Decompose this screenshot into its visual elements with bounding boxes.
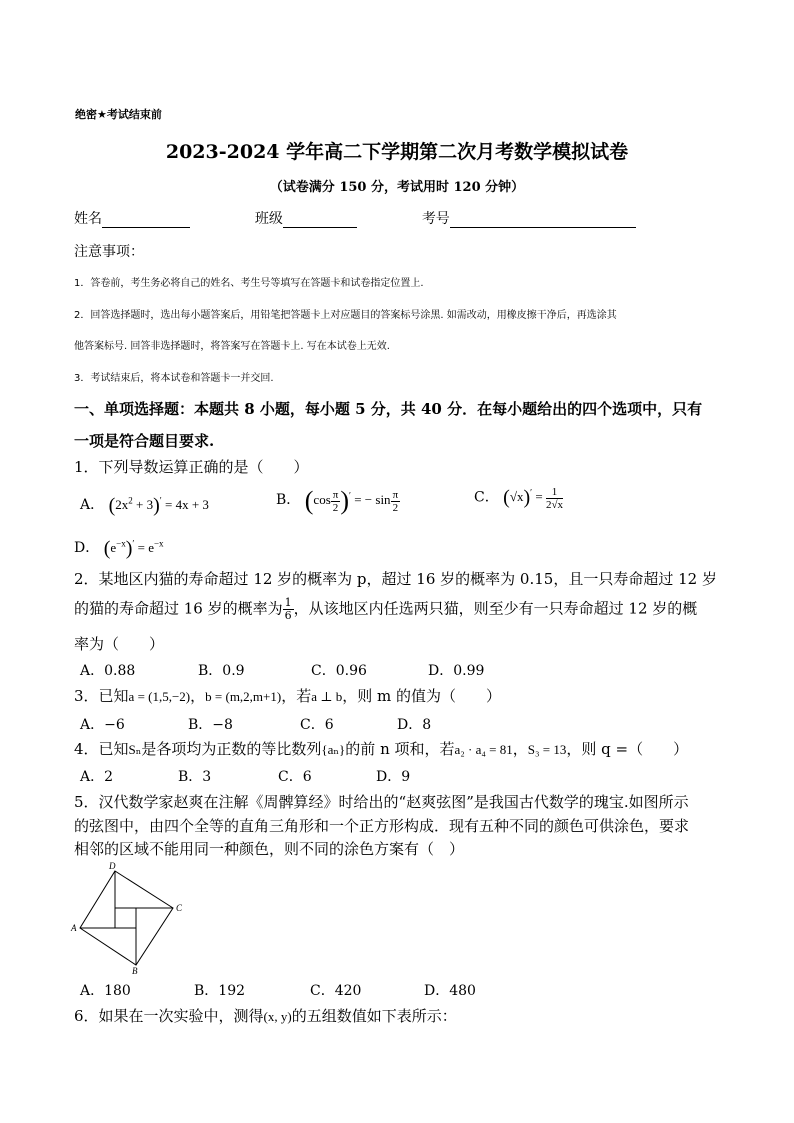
zhao-shuang-diagram <box>68 858 190 976</box>
q3-stem-a: 3．已知 <box>74 687 129 705</box>
option-label: C． <box>474 489 499 506</box>
q3-vec-a: a = (1,5,−2) <box>128 689 191 704</box>
note-item: 1．答卷前，考生务必将自己的姓名、考生号等填写在答题卡和试卷指定位置上. <box>74 278 424 289</box>
page-subtitle: （试卷满分 150 分，考试用时 120 分钟） <box>269 180 525 195</box>
q6-stem-b: 的五组数值如下表所示： <box>291 1007 457 1025</box>
page-title: 2023-2024 学年高二下学期第二次月考数学模拟试卷 <box>165 141 629 163</box>
q4-comma: ， <box>512 740 528 758</box>
q3-end: ，则 m 的值为（ ） <box>342 687 501 705</box>
q4-stem-b: 是各项均为正数的等比数列 <box>141 740 322 758</box>
q6-xy: (x, y) <box>263 1009 292 1024</box>
note-item: 2．回答选择题时，选出每小题答案后，用铅笔把答题卡上对应题目的答案标号涂黑. 如需改动，用橡皮擦干净后，再选涂其 <box>74 310 617 321</box>
q2-line2 <box>74 597 697 622</box>
notes-heading: 注意事项： <box>74 244 144 260</box>
option-label: A． <box>80 497 105 513</box>
frac-den: 2 <box>332 501 339 514</box>
q4-option-a[interactable]: A．2 <box>80 769 114 785</box>
q2-option-a[interactable]: A．0.88 <box>80 663 136 679</box>
q4-option-d[interactable]: D．9 <box>376 769 411 785</box>
q6-stem-a: 6．如果在一次实验中，测得 <box>74 1007 264 1025</box>
q2-option-d[interactable]: D．0.99 <box>428 663 485 679</box>
q4-stem-d: ，则 q =（ ） <box>566 740 689 758</box>
q5-option-c[interactable]: C．420 <box>310 983 362 999</box>
note-item: 3．考试结束后，将本试卷和答题卡一并交回. <box>74 373 274 384</box>
exam-no-blank[interactable] <box>450 213 636 228</box>
q1-option-c[interactable]: C． (√x)′ = $\frac{1}{2√x}$ <box>474 486 564 511</box>
q4-stem-c: 的前 n 项和，若 <box>345 740 455 758</box>
q3-comma: ， <box>190 687 206 705</box>
frac-den: 2√x <box>545 499 564 511</box>
q3-mid: ，若 <box>281 687 312 705</box>
q2-option-c[interactable]: C．0.96 <box>311 663 367 679</box>
option-label: B． <box>276 491 301 508</box>
exam-no-label: 考号 <box>421 211 450 227</box>
q1-option-a[interactable]: A． $(2x^2 + 3)' = 4x + 3$ <box>80 494 209 517</box>
q1-a-rhs: = 4x + 3 <box>164 497 209 512</box>
q4-cond1: a₂ · a₄ = 81 <box>454 742 513 757</box>
q4-sn: Sₙ <box>128 742 142 757</box>
frac-num: π <box>332 488 339 501</box>
label-b: B <box>132 966 138 976</box>
q1-stem: 1．下列导数运算正确的是（ ） <box>74 458 309 476</box>
label-c: C <box>176 903 183 913</box>
name-label: 姓名 <box>74 211 102 227</box>
label-a: A <box>71 923 77 933</box>
frac-den: 2 <box>392 501 399 514</box>
q5-line3: 相邻的区域不能用同一种颜色，则不同的涂色方案有（ ） <box>74 840 465 858</box>
name-blank[interactable] <box>102 213 190 228</box>
section-heading: 一、单项选择题：本题共 8 小题，每小题 5 分，共 40 分．在每小题给出的四个选项中，只有 <box>74 400 703 418</box>
q5-line2: 的弦图中，由四个全等的直角三角形和一个正方形构成．现有五种不同的颜色可供涂色，要求 <box>74 817 690 835</box>
q5-line1: 5．汉代数学家赵爽在注解《周髀算经》时给出的“赵爽弦图”是我国古代数学的瑰宝.如图所示 <box>74 793 689 811</box>
note-item: 他答案标号. 回答非选择题时，将答案写在答题卡上. 写在本试卷上无效. <box>74 341 390 352</box>
q2-line3: 率为（ ） <box>74 635 165 653</box>
q6-stem <box>74 1005 457 1026</box>
q4-stem <box>74 738 688 759</box>
secret-label: 绝密★考试结束前 <box>75 108 162 121</box>
q1-b-rhs: = − sin <box>354 491 391 507</box>
q4-cond2: S₃ = 13 <box>527 742 567 757</box>
q5-option-b[interactable]: B．192 <box>194 983 246 999</box>
section-heading-cont: 一项是符合题目要求. <box>74 432 215 450</box>
q3-perp: a ⊥ b <box>311 689 343 704</box>
q3-option-c[interactable]: C．6 <box>300 717 334 733</box>
q2-option-b[interactable]: B．0.9 <box>198 663 245 679</box>
class-label: 班级 <box>254 211 283 227</box>
q5-option-d[interactable]: D．480 <box>424 983 476 999</box>
q3-option-a[interactable]: A．−6 <box>80 717 125 733</box>
q3-option-d[interactable]: D．8 <box>397 717 432 733</box>
q1-c-rhs: = <box>535 489 543 505</box>
q4-an: {aₙ} <box>321 742 346 757</box>
q1-option-d[interactable]: D． $(e^{-x})' = e^{-x}$ <box>74 537 164 560</box>
frac-den: 6 <box>284 609 292 622</box>
q3-option-b[interactable]: B．−8 <box>188 717 233 733</box>
label-d: D <box>109 861 116 871</box>
q5-option-a[interactable]: A．180 <box>80 983 131 999</box>
q2-line2b: ，从该地区内任选两只猫，则至少有一只寿命超过 12 岁的概 <box>293 599 698 618</box>
q4-stem-a: 4．已知 <box>74 740 129 758</box>
q1-d-rhs: = e <box>137 540 154 555</box>
q2-line1: 2．某地区内猫的寿命超过 12 岁的概率为 p，超过 16 岁的概率为 0.15，且一只寿命超过 12 岁 <box>74 570 717 588</box>
q3-vec-b: b = (m,2,m+1) <box>205 689 282 704</box>
frac-num: π <box>392 488 399 501</box>
option-label: D． <box>74 540 100 556</box>
class-blank[interactable] <box>283 213 357 228</box>
frac-num: 1 <box>546 486 563 499</box>
q1-option-b[interactable]: B． (cos $\frac{\pi}{2}$ )′ = − sin $\frac{\pi}{2}$ <box>276 486 399 515</box>
q3-stem <box>74 685 501 706</box>
q4-option-c[interactable]: C．6 <box>278 769 312 785</box>
q2-line2a: 的猫的寿命超过 16 岁的概率为 <box>74 599 283 618</box>
q4-option-b[interactable]: B．3 <box>178 769 212 785</box>
frac-num: 1 <box>284 596 292 609</box>
student-info <box>74 208 636 228</box>
